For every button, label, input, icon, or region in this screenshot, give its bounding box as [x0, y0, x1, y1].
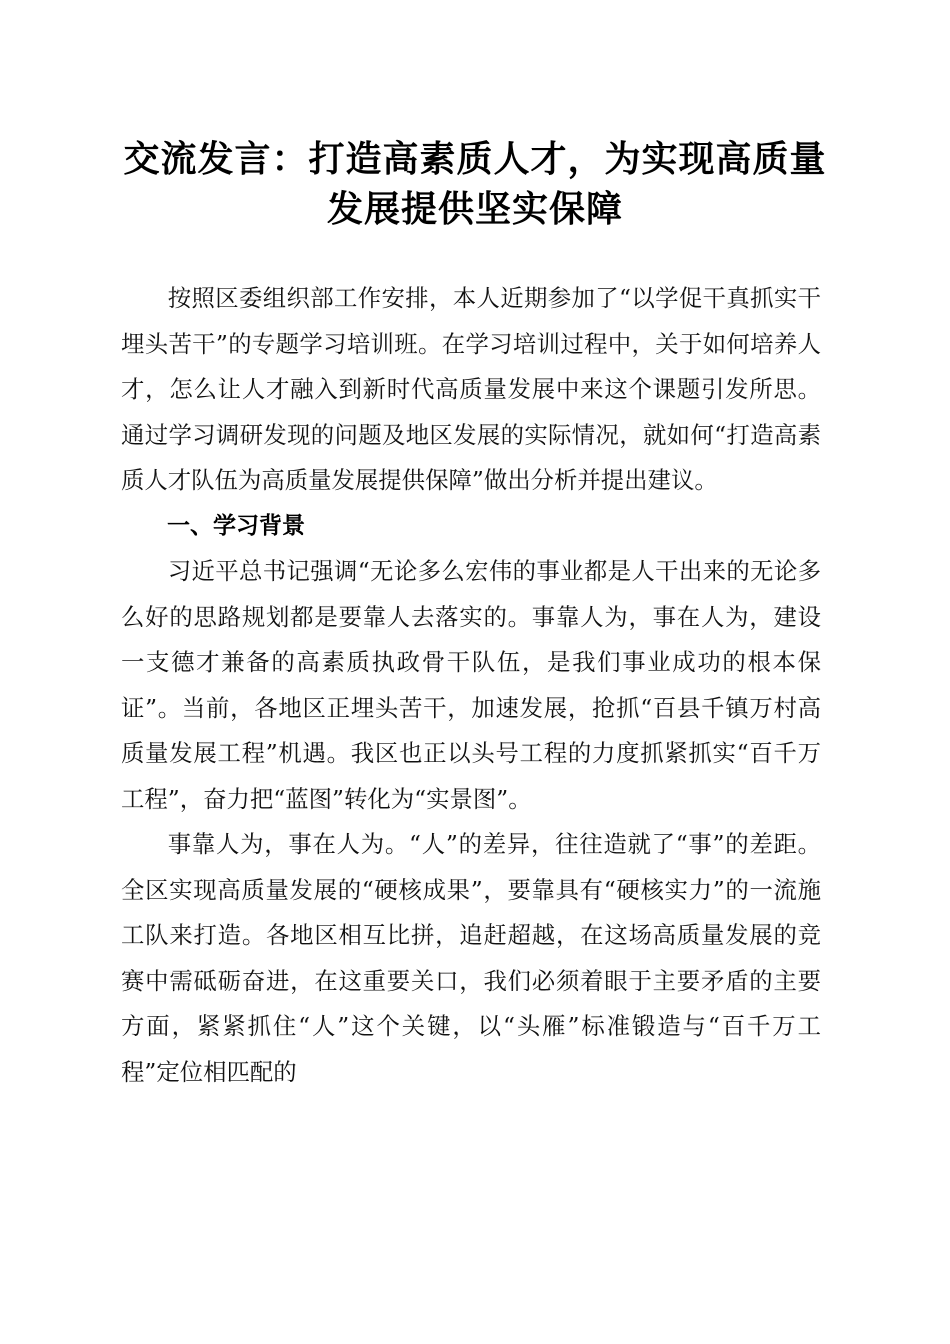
- paragraph-intro: 按照区委组织部工作安排，本人近期参加了“以学促干真抓实干埋头苦干”的专题学习培训班。在学习培训过程中，关于如何培养人才，怎么让人才融入到新时代高质量发展中来这个课题引发所思。通过学习调研发现的问题及地区发展的实际情况，就如何“打造高素质人才队伍为高质量发展提供保障”做出分析并提出建议。: [121, 284, 821, 494]
- paragraph-background-2: 事靠人为，事在人为。“人”的差异，往往造就了“事”的差距。全区实现高质量发展的“硬核成果”，要靠具有“硬核实力”的一流施工队来打造。各地区相互比拼，追赶超越，在这场高质量发展的竞赛中需砥砺奋进，在这重要关口，我们必须着眼于主要矛盾的主要方面，紧紧抓住“人”这个关键，以“头雁”标准锻造与“百千万工程”定位相匹配的: [121, 830, 821, 1086]
- document-body: [121, 276, 821, 1095]
- paragraph-background-1: 习近平总书记强调“无论多么宏伟的事业都是人干出来的无论多么好的思路规划都是要靠人去落实的。事靠人为，事在人为，建设一支德才兼备的高素质执政骨干队伍，是我们事业成功的根本保证”。当前，各地区正埋头苦干，加速发展，抢抓“百县千镇万村高质量发展工程”机遇。我区也正以头号工程的力度抓紧抓实“百千万工程”，奋力把“蓝图”转化为“实景图”。: [121, 557, 821, 813]
- document-title: 交流发言：打造高素质人才，为实现高质量发展提供坚实保障: [123, 138, 827, 230]
- section-heading-background: 一、学习背景: [167, 512, 305, 539]
